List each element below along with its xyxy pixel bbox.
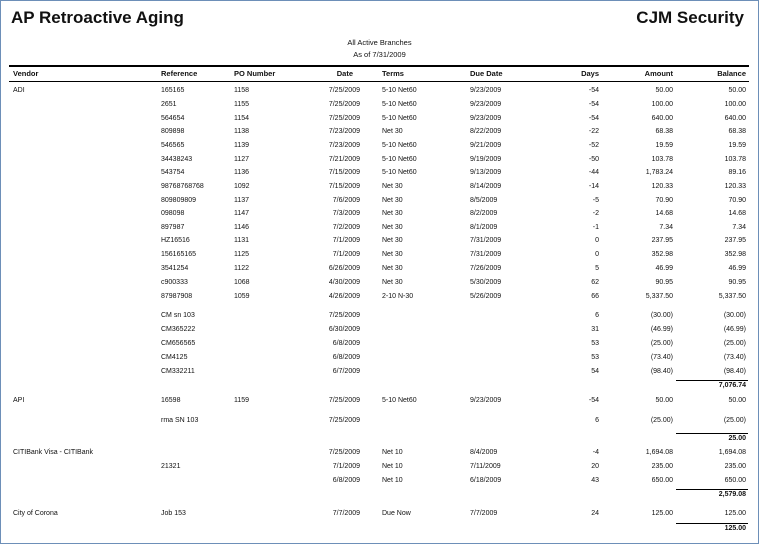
cell-date: 6/8/2009	[332, 477, 360, 484]
cell-amount: 70.90	[655, 197, 673, 204]
cell-amount: 352.98	[651, 251, 673, 258]
cell-date: 7/25/2009	[328, 312, 360, 319]
cell-vendor: API	[13, 397, 25, 404]
col-header-po-number: PO Number	[234, 69, 276, 78]
table-row	[1, 279, 758, 291]
cell-terms: Net 30	[382, 224, 403, 231]
cell-po-number: 1122	[234, 265, 250, 272]
cell-amount: 50.00	[655, 397, 673, 404]
cell-due-date: 9/23/2009	[470, 397, 502, 404]
cell-due-date: 7/26/2009	[470, 265, 502, 272]
cell-po-number: 1146	[234, 224, 250, 231]
cell-days: -44	[588, 169, 599, 176]
cell-date: 7/25/2009	[328, 417, 360, 424]
table-row	[1, 449, 758, 461]
table-row	[1, 115, 758, 127]
cell-balance: 68.38	[728, 128, 746, 135]
table-row	[1, 477, 758, 489]
cell-days: -4	[592, 449, 599, 456]
table-row	[1, 265, 758, 277]
cell-reference: 564654	[161, 115, 185, 122]
cell-terms: Net 10	[382, 463, 403, 470]
cell-po-number: 1125	[234, 251, 250, 258]
cell-reference: CM sn 103	[161, 312, 195, 319]
cell-amount: 1,694.08	[645, 449, 673, 456]
cell-terms: 5-10 Net60	[382, 101, 417, 108]
cell-due-date: 7/7/2009	[470, 510, 498, 517]
table-row	[1, 354, 758, 366]
cell-date: 7/25/2009	[328, 87, 360, 94]
cell-reference: Job 153	[161, 510, 186, 517]
cell-date: 7/25/2009	[328, 449, 360, 456]
cell-vendor: CITIBank Visa - CITIBank	[13, 449, 94, 456]
cell-due-date: 9/13/2009	[470, 169, 502, 176]
cell-balance: 46.99	[728, 265, 746, 272]
cell-date: 7/15/2009	[328, 183, 360, 190]
cell-vendor: City of Corona	[13, 510, 58, 517]
table-row	[1, 156, 758, 168]
table-row	[1, 237, 758, 249]
cell-date: 7/23/2009	[328, 128, 360, 135]
cell-days: -22	[588, 128, 599, 135]
cell-balance: 50.00	[728, 397, 746, 404]
cell-days: -50	[588, 156, 599, 163]
cell-terms: 5-10 Net60	[382, 142, 417, 149]
table-row	[1, 169, 758, 181]
cell-days: -5	[592, 197, 599, 204]
vendor-subtotal: 7,076.74	[718, 382, 746, 389]
cell-date: 7/1/2009	[332, 251, 360, 258]
col-header-terms: Terms	[382, 69, 404, 78]
table-row	[1, 101, 758, 113]
header-rule-top	[9, 65, 749, 67]
col-header-balance: Balance	[717, 69, 746, 78]
cell-po-number: 1147	[234, 210, 250, 217]
cell-reference: 156165165	[161, 251, 197, 258]
cell-reference: 809898	[161, 128, 185, 135]
cell-amount: 1,783.24	[645, 169, 673, 176]
cell-reference: 546565	[161, 142, 185, 149]
cell-due-date: 5/30/2009	[470, 279, 502, 286]
cell-balance: 89.16	[728, 169, 746, 176]
cell-due-date: 7/31/2009	[470, 251, 502, 258]
col-header-vendor: Vendor	[13, 69, 39, 78]
cell-days: 43	[591, 477, 599, 484]
cell-days: 6	[595, 417, 599, 424]
cell-po-number: 1139	[234, 142, 250, 149]
cell-date: 4/26/2009	[328, 293, 360, 300]
cell-reference: 87987908	[161, 293, 193, 300]
cell-reference: c900333	[161, 279, 188, 286]
cell-due-date: 8/2/2009	[470, 210, 498, 217]
cell-reference: 897987	[161, 224, 185, 231]
table-row	[1, 326, 758, 338]
cell-due-date: 5/26/2009	[470, 293, 502, 300]
cell-days: 66	[591, 293, 599, 300]
table-row	[1, 312, 758, 324]
cell-balance: (25.00)	[723, 340, 746, 347]
table-row	[1, 128, 758, 140]
cell-terms: Net 30	[382, 265, 403, 272]
cell-date: 7/1/2009	[332, 463, 360, 470]
cell-days: 20	[591, 463, 599, 470]
cell-amount: (98.40)	[650, 368, 673, 375]
subtotal-rule	[676, 380, 748, 381]
cell-amount: 103.78	[651, 156, 673, 163]
subtotal-rule	[676, 523, 748, 524]
cell-amount: (25.00)	[650, 340, 673, 347]
cell-reference: 098098	[161, 210, 185, 217]
cell-days: -2	[592, 210, 599, 217]
cell-terms: 5-10 Net60	[382, 397, 417, 404]
cell-reference: 3541254	[161, 265, 189, 272]
cell-date: 7/25/2009	[328, 101, 360, 108]
cell-reference: 34438243	[161, 156, 193, 163]
cell-balance: 352.98	[724, 251, 746, 258]
cell-due-date: 7/31/2009	[470, 237, 502, 244]
cell-terms: Net 30	[382, 251, 403, 258]
cell-date: 6/7/2009	[332, 368, 360, 375]
cell-date: 7/6/2009	[332, 197, 360, 204]
cell-amount: 14.68	[655, 210, 673, 217]
cell-date: 6/26/2009	[328, 265, 360, 272]
table-row	[1, 251, 758, 263]
cell-amount: 650.00	[651, 477, 673, 484]
cell-due-date: 9/23/2009	[470, 115, 502, 122]
cell-balance: 1,694.08	[718, 449, 746, 456]
cell-terms: Net 10	[382, 449, 403, 456]
table-row	[1, 87, 758, 99]
cell-date: 7/25/2009	[328, 397, 360, 404]
cell-reference: 16598	[161, 397, 181, 404]
report-subtitle-branches: All Active Branches	[347, 38, 412, 47]
cell-amount: 90.95	[655, 279, 673, 286]
col-header-reference: Reference	[161, 69, 198, 78]
cell-days: -54	[588, 397, 599, 404]
header-rule-bottom	[9, 81, 749, 82]
cell-terms: Net 30	[382, 128, 403, 135]
cell-amount: (30.00)	[650, 312, 673, 319]
cell-balance: 100.00	[724, 101, 746, 108]
cell-terms: 2-10 N-30	[382, 293, 414, 300]
cell-amount: 100.00	[651, 101, 673, 108]
cell-date: 7/7/2009	[332, 510, 360, 517]
cell-po-number: 1155	[234, 101, 250, 108]
col-header-date: Date	[336, 69, 353, 78]
table-row	[1, 197, 758, 209]
cell-balance: (25.00)	[723, 417, 746, 424]
cell-date: 7/21/2009	[328, 156, 360, 163]
cell-date: 7/3/2009	[332, 210, 360, 217]
report-title: AP Retroactive Aging	[11, 8, 184, 27]
cell-amount: (73.40)	[650, 354, 673, 361]
cell-due-date: 9/19/2009	[470, 156, 502, 163]
cell-terms: 5-10 Net60	[382, 156, 417, 163]
cell-amount: 19.59	[655, 142, 673, 149]
cell-date: 7/2/2009	[332, 224, 360, 231]
cell-vendor: ADI	[13, 87, 25, 94]
cell-balance: 90.95	[728, 279, 746, 286]
cell-po-number: 1159	[234, 397, 250, 404]
cell-balance: 650.00	[724, 477, 746, 484]
col-header-amount: Amount	[644, 69, 673, 78]
cell-terms: 5-10 Net60	[382, 87, 417, 94]
cell-amount: (25.00)	[650, 417, 673, 424]
cell-date: 7/25/2009	[328, 115, 360, 122]
cell-amount: 120.33	[651, 183, 673, 190]
cell-reference: rma SN 103	[161, 417, 199, 424]
cell-po-number: 1154	[234, 115, 250, 122]
cell-amount: 640.00	[651, 115, 673, 122]
cell-due-date: 7/11/2009	[470, 463, 501, 470]
cell-reference: HZ16516	[161, 237, 190, 244]
cell-reference: 809809809	[161, 197, 197, 204]
cell-po-number: 1138	[234, 128, 250, 135]
table-row	[1, 183, 758, 195]
cell-days: -54	[588, 115, 599, 122]
cell-reference: CM656565	[161, 340, 196, 347]
cell-balance: 120.33	[724, 183, 746, 190]
cell-terms: Net 30	[382, 237, 403, 244]
company-name: CJM Security	[636, 8, 744, 27]
cell-due-date: 8/22/2009	[470, 128, 502, 135]
cell-amount: 68.38	[655, 128, 673, 135]
cell-due-date: 8/4/2009	[470, 449, 498, 456]
cell-po-number: 1127	[234, 156, 250, 163]
cell-days: 31	[591, 326, 599, 333]
cell-po-number: 1158	[234, 87, 250, 94]
cell-balance: 19.59	[728, 142, 746, 149]
cell-days: 24	[591, 510, 599, 517]
cell-po-number: 1068	[234, 279, 250, 286]
cell-po-number: 1092	[234, 183, 250, 190]
cell-balance: 125.00	[724, 510, 746, 517]
cell-days: 0	[595, 251, 599, 258]
col-header-due-date: Due Date	[470, 69, 503, 78]
cell-balance: (30.00)	[723, 312, 746, 319]
cell-date: 7/15/2009	[328, 169, 360, 176]
cell-po-number: 1136	[234, 169, 250, 176]
cell-balance: 5,337.50	[718, 293, 746, 300]
cell-amount: (46.99)	[650, 326, 673, 333]
cell-po-number: 1059	[234, 293, 250, 300]
cell-date: 6/30/2009	[328, 326, 360, 333]
cell-balance: (73.40)	[723, 354, 746, 361]
cell-balance: 237.95	[724, 237, 746, 244]
cell-amount: 46.99	[655, 265, 673, 272]
cell-days: 5	[595, 265, 599, 272]
cell-days: -14	[588, 183, 599, 190]
cell-balance: 50.00	[728, 87, 746, 94]
subtotal-rule	[676, 489, 748, 490]
vendor-subtotal: 125.00	[724, 525, 746, 532]
cell-due-date: 8/1/2009	[470, 224, 498, 231]
cell-reference: CM332211	[161, 368, 195, 375]
cell-due-date: 6/18/2009	[470, 477, 502, 484]
vendor-subtotal: 2,579.08	[718, 491, 746, 498]
cell-days: 53	[591, 340, 599, 347]
cell-days: 6	[595, 312, 599, 319]
table-row	[1, 417, 758, 429]
table-row	[1, 224, 758, 236]
vendor-subtotal: 25.00	[728, 435, 746, 442]
table-row	[1, 340, 758, 352]
cell-reference: CM365222	[161, 326, 196, 333]
cell-terms: Net 30	[382, 183, 403, 190]
cell-date: 6/8/2009	[332, 340, 360, 347]
cell-balance: 70.90	[728, 197, 746, 204]
cell-amount: 237.95	[651, 237, 673, 244]
cell-terms: Due Now	[382, 510, 411, 517]
report-subtitle-date: As of 7/31/2009	[353, 50, 406, 59]
table-row	[1, 210, 758, 222]
cell-reference: 21321	[161, 463, 181, 470]
cell-due-date: 8/14/2009	[470, 183, 502, 190]
cell-reference: 543754	[161, 169, 185, 176]
cell-po-number: 1131	[234, 237, 250, 244]
cell-reference: CM4125	[161, 354, 188, 361]
cell-balance: 103.78	[724, 156, 746, 163]
cell-due-date: 9/23/2009	[470, 101, 502, 108]
cell-amount: 5,337.50	[645, 293, 673, 300]
cell-balance: (46.99)	[723, 326, 746, 333]
cell-date: 7/1/2009	[332, 237, 360, 244]
subtotal-rule	[676, 433, 748, 434]
cell-terms: Net 30	[382, 210, 403, 217]
cell-reference: 98768768768	[161, 183, 204, 190]
cell-days: -52	[588, 142, 599, 149]
cell-days: 62	[591, 279, 599, 286]
cell-reference: 165165	[161, 87, 185, 94]
cell-amount: 235.00	[651, 463, 673, 470]
table-row	[1, 142, 758, 154]
cell-days: -54	[588, 101, 599, 108]
table-row	[1, 397, 758, 409]
cell-terms: Net 30	[382, 279, 403, 286]
cell-days: -1	[592, 224, 599, 231]
cell-balance: (98.40)	[723, 368, 746, 375]
cell-days: -54	[588, 87, 599, 94]
cell-date: 6/8/2009	[332, 354, 360, 361]
cell-balance: 235.00	[724, 463, 746, 470]
table-row	[1, 368, 758, 380]
table-row	[1, 293, 758, 305]
cell-terms: 5-10 Net60	[382, 169, 417, 176]
cell-terms: Net 30	[382, 197, 403, 204]
cell-terms: Net 10	[382, 477, 403, 484]
cell-po-number: 1137	[234, 197, 250, 204]
cell-due-date: 9/21/2009	[470, 142, 502, 149]
cell-days: 53	[591, 354, 599, 361]
table-row	[1, 463, 758, 475]
cell-balance: 14.68	[728, 210, 746, 217]
cell-due-date: 8/5/2009	[470, 197, 498, 204]
cell-balance: 640.00	[724, 115, 746, 122]
cell-reference: 2651	[161, 101, 177, 108]
cell-balance: 7.34	[732, 224, 746, 231]
cell-terms: 5-10 Net60	[382, 115, 417, 122]
cell-date: 4/30/2009	[328, 279, 360, 286]
table-row	[1, 510, 758, 522]
cell-amount: 50.00	[655, 87, 673, 94]
cell-due-date: 9/23/2009	[470, 87, 502, 94]
cell-date: 7/23/2009	[328, 142, 360, 149]
cell-days: 54	[591, 368, 599, 375]
cell-days: 0	[595, 237, 599, 244]
col-header-days: Days	[581, 69, 599, 78]
cell-amount: 7.34	[659, 224, 673, 231]
cell-amount: 125.00	[651, 510, 673, 517]
